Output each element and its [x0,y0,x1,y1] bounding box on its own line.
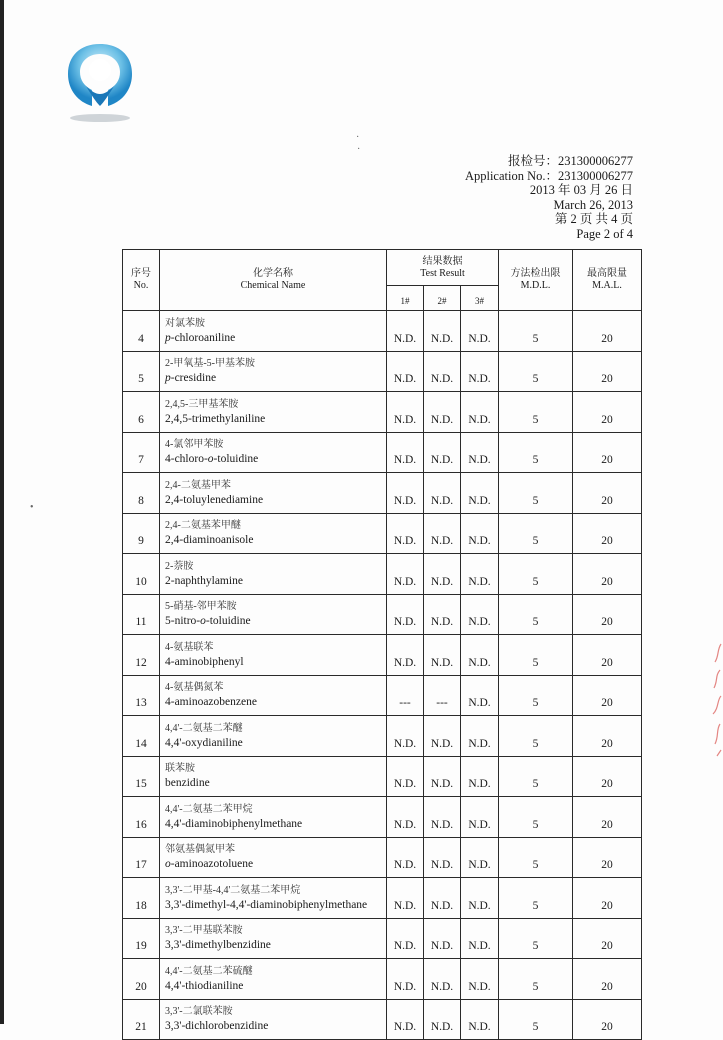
mdl-value: 5 [499,959,573,1000]
chemical-name [160,473,387,514]
table-row [123,513,642,554]
chemical-name [160,999,387,1040]
mdl-value: 5 [499,878,573,919]
row-number: 13 [123,675,160,716]
result-sample-2: N.D. [424,635,461,676]
chemical-name-en: 3,3'-dichlorobenzidine [165,1020,269,1033]
result-sample-3: N.D. [461,473,499,514]
row-number: 9 [123,513,160,554]
chemical-name-cn: 4,4'-二氨基二苯醚 [165,722,243,734]
date-english: March 26, 2013 [553,197,633,212]
header-sample-1: 1# [387,286,424,311]
row-number: 19 [123,918,160,959]
mdl-value: 5 [499,513,573,554]
chemical-name-cn: 2-甲氧基-5-甲基苯胺 [165,358,255,370]
table-row [123,716,642,757]
result-sample-3: N.D. [461,351,499,392]
mdl-value: 5 [499,311,573,352]
table-row [123,999,642,1040]
chemical-name [160,756,387,797]
table-row [123,959,642,1000]
mdl-value: 5 [499,837,573,878]
result-sample-1: N.D. [387,513,424,554]
header-chemical-name [160,250,387,311]
header-sample-3: 3# [461,286,499,311]
mal-value: 20 [573,999,642,1040]
chemical-name-cn: 3,3'-二氯联苯胺 [165,1006,233,1018]
row-number: 17 [123,837,160,878]
chemical-name-cn: 邻氨基偶氮甲苯 [165,844,235,856]
report-number: 报检号：231300006277 [507,154,633,168]
result-sample-3: N.D. [461,999,499,1040]
result-sample-2: N.D. [424,918,461,959]
mdl-value: 5 [499,473,573,514]
result-sample-1: N.D. [387,473,424,514]
result-sample-1: N.D. [387,554,424,595]
row-number: 18 [123,878,160,919]
row-number: 7 [123,432,160,473]
mal-value: 20 [573,473,642,514]
chemical-name [160,311,387,352]
mdl-value: 5 [499,554,573,595]
chemical-name-en: 3,3'-dimethyl-4,4'-diaminobiphenylmethane [165,898,368,911]
chemical-name-en: 2,4-toluylenediamine [165,493,264,506]
chemical-name-cn: 4,4'-二氨基二苯硫醚 [165,965,253,977]
chemical-name-en: 4,4'-thiodianiline [165,979,244,992]
mal-value: 20 [573,311,642,352]
result-sample-2: N.D. [424,797,461,838]
chemical-name-en: 4,4'-diaminobiphenylmethane [165,817,303,830]
result-sample-2: N.D. [424,594,461,635]
chemical-name [160,392,387,433]
result-sample-1: N.D. [387,635,424,676]
chemical-name-en: 2-naphthylamine [165,574,243,587]
chemical-name-en: p-chloroaniline [165,331,236,344]
table-row [123,675,642,716]
chemical-name-en: 2,4-diaminoanisole [165,534,254,547]
mdl-value: 5 [499,432,573,473]
chemical-name-en: p-cresidine [165,372,217,385]
mdl-value: 5 [499,635,573,676]
chemical-name [160,797,387,838]
chemical-name [160,513,387,554]
application-number: Application No.：231300006277 [464,168,633,183]
result-sample-3: N.D. [461,878,499,919]
mdl-value: 5 [499,999,573,1040]
chemical-name-en: benzidine [165,777,210,790]
page-chinese: 第 2 页 共 4 页 [554,212,633,227]
mal-value: 20 [573,716,642,757]
chemical-name [160,837,387,878]
result-sample-3: N.D. [461,635,499,676]
header-no-cn: 序号 [131,268,151,279]
result-sample-2: N.D. [424,351,461,392]
chemical-name-en: 5-nitro-o-toluidine [165,615,251,628]
date-chinese: 2013 年 03 月 26 日 [529,183,633,198]
result-sample-1: N.D. [387,432,424,473]
row-number: 11 [123,594,160,635]
chemical-name-en: 2,4,5-trimethylaniline [165,412,266,425]
table-row [123,797,642,838]
result-sample-3: N.D. [461,837,499,878]
mal-value: 20 [573,554,642,595]
chemical-name [160,635,387,676]
result-sample-2: N.D. [424,837,461,878]
header-no-en: No. [133,280,149,291]
table-row [123,473,642,514]
chemical-name-cn: 2,4-二氨基苯甲醚 [165,520,241,532]
scan-speck: • [30,502,34,513]
mal-value: 20 [573,756,642,797]
result-sample-2: --- [424,675,461,716]
mdl-value: 5 [499,918,573,959]
mdl-value: 5 [499,756,573,797]
chemical-name [160,878,387,919]
result-sample-3: N.D. [461,513,499,554]
result-sample-2: N.D. [424,756,461,797]
chemical-name-cn: 4,4'-二氨基二苯甲烷 [165,803,253,815]
mal-value: 20 [573,918,642,959]
chemical-name [160,554,387,595]
mdl-value: 5 [499,675,573,716]
chemical-name-cn: 4-氨基偶氮苯 [165,682,224,694]
red-stamp-edge [709,640,723,760]
mdl-value: 5 [499,797,573,838]
chemical-name-cn: 联苯胺 [165,763,195,775]
result-sample-1: N.D. [387,716,424,757]
chemical-name-en: 4-chloro-o-toluidine [165,453,259,466]
header-sample-2: 2# [424,286,461,311]
table-row [123,351,642,392]
chemical-name-en: 3,3'-dimethylbenzidine [165,939,271,952]
row-number: 21 [123,999,160,1040]
result-sample-3: N.D. [461,918,499,959]
result-sample-1: N.D. [387,392,424,433]
row-number: 5 [123,351,160,392]
result-sample-2: N.D. [424,432,461,473]
chemical-name-cn: 2-萘胺 [165,560,194,572]
report-header [465,154,633,242]
table-row [123,878,642,919]
result-sample-3: N.D. [461,797,499,838]
chemical-name [160,959,387,1000]
result-sample-2: N.D. [424,716,461,757]
row-number: 8 [123,473,160,514]
mal-value: 20 [573,959,642,1000]
result-sample-1: N.D. [387,878,424,919]
result-sample-3: N.D. [461,716,499,757]
table-row [123,635,642,676]
results-table [122,249,642,1040]
result-sample-3: N.D. [461,554,499,595]
chemical-name-en: o-aminoazotoluene [165,858,254,871]
header-mal-en: M.A.L. [592,280,622,291]
result-sample-2: N.D. [424,554,461,595]
mal-value: 20 [573,513,642,554]
result-sample-2: N.D. [424,513,461,554]
result-sample-3: N.D. [461,432,499,473]
row-number: 15 [123,756,160,797]
chemical-name-cn: 对氯苯胺 [165,317,205,329]
header-name-cn: 化学名称 [253,268,293,279]
table-row [123,554,642,595]
result-sample-1: N.D. [387,837,424,878]
chemical-name [160,594,387,635]
result-sample-1: N.D. [387,959,424,1000]
result-sample-2: N.D. [424,959,461,1000]
page-english: Page 2 of 4 [576,226,633,241]
result-sample-1: N.D. [387,594,424,635]
table-row [123,432,642,473]
result-sample-2: N.D. [424,392,461,433]
result-sample-1: N.D. [387,797,424,838]
mdl-value: 5 [499,716,573,757]
chemical-name-cn: 4-氯邻甲苯胺 [165,439,224,451]
mal-value: 20 [573,675,642,716]
mal-value: 20 [573,392,642,433]
header-result-en: Test Result [420,267,465,279]
scan-speck: · [357,144,361,155]
header-result-cn: 结果数据 [422,255,463,267]
mal-value: 20 [573,797,642,838]
result-sample-2: N.D. [424,311,461,352]
chemical-name [160,918,387,959]
result-sample-3: N.D. [461,756,499,797]
mal-value: 20 [573,351,642,392]
row-number: 6 [123,392,160,433]
result-sample-2: N.D. [424,878,461,919]
chemical-name [160,716,387,757]
chemical-name-cn: 2,4-二氨基甲苯 [165,479,231,491]
result-sample-2: N.D. [424,473,461,514]
result-sample-1: N.D. [387,756,424,797]
result-sample-3: N.D. [461,959,499,1000]
chemical-name-cn: 2,4,5-三甲基苯胺 [165,398,239,410]
chemical-name-cn: 3,3'-二甲基联苯胺 [165,925,243,937]
table-row [123,311,642,352]
chemical-name [160,432,387,473]
chemical-name-cn: 4-氨基联苯 [165,641,214,653]
mal-value: 20 [573,594,642,635]
row-number: 20 [123,959,160,1000]
company-logo-icon [66,42,134,124]
chemical-name-en: 4,4'-oxydianiline [165,736,243,749]
table-row [123,918,642,959]
result-sample-1: N.D. [387,999,424,1040]
mdl-value: 5 [499,351,573,392]
mal-value: 20 [573,837,642,878]
chemical-name-cn: 3,3'-二甲基-4,4'二氨基二苯甲烷 [165,884,301,896]
result-sample-3: N.D. [461,594,499,635]
result-sample-3: N.D. [461,311,499,352]
header-mal-cn: 最高限量 [587,268,628,279]
table-row [123,837,642,878]
scan-edge [0,0,4,1024]
result-sample-3: N.D. [461,392,499,433]
header-name-en: Chemical Name [240,280,306,291]
chemical-name [160,675,387,716]
header-test-result [387,250,499,286]
row-number: 10 [123,554,160,595]
chemical-name-en: 4-aminoazobenzene [165,696,257,709]
table-row [123,594,642,635]
header-mdl-en: M.D.L. [520,280,551,291]
mdl-value: 5 [499,594,573,635]
result-sample-1: N.D. [387,351,424,392]
result-sample-1: N.D. [387,311,424,352]
header-mal [573,250,642,311]
table-row [123,392,642,433]
result-sample-1: --- [387,675,424,716]
scan-speck: · [356,132,360,143]
result-sample-1: N.D. [387,918,424,959]
chemical-name [160,351,387,392]
result-sample-2: N.D. [424,999,461,1040]
chemical-name-cn: 5-硝基-邻甲苯胺 [165,601,237,613]
row-number: 4 [123,311,160,352]
mal-value: 20 [573,878,642,919]
header-mdl [499,250,573,311]
mal-value: 20 [573,635,642,676]
header-mdl-cn: 方法检出限 [510,268,561,279]
table-row [123,756,642,797]
row-number: 16 [123,797,160,838]
row-number: 12 [123,635,160,676]
mdl-value: 5 [499,392,573,433]
chemical-name-en: 4-aminobiphenyl [165,655,244,668]
mal-value: 20 [573,432,642,473]
result-sample-3: N.D. [461,675,499,716]
header-no [123,250,160,311]
row-number: 14 [123,716,160,757]
